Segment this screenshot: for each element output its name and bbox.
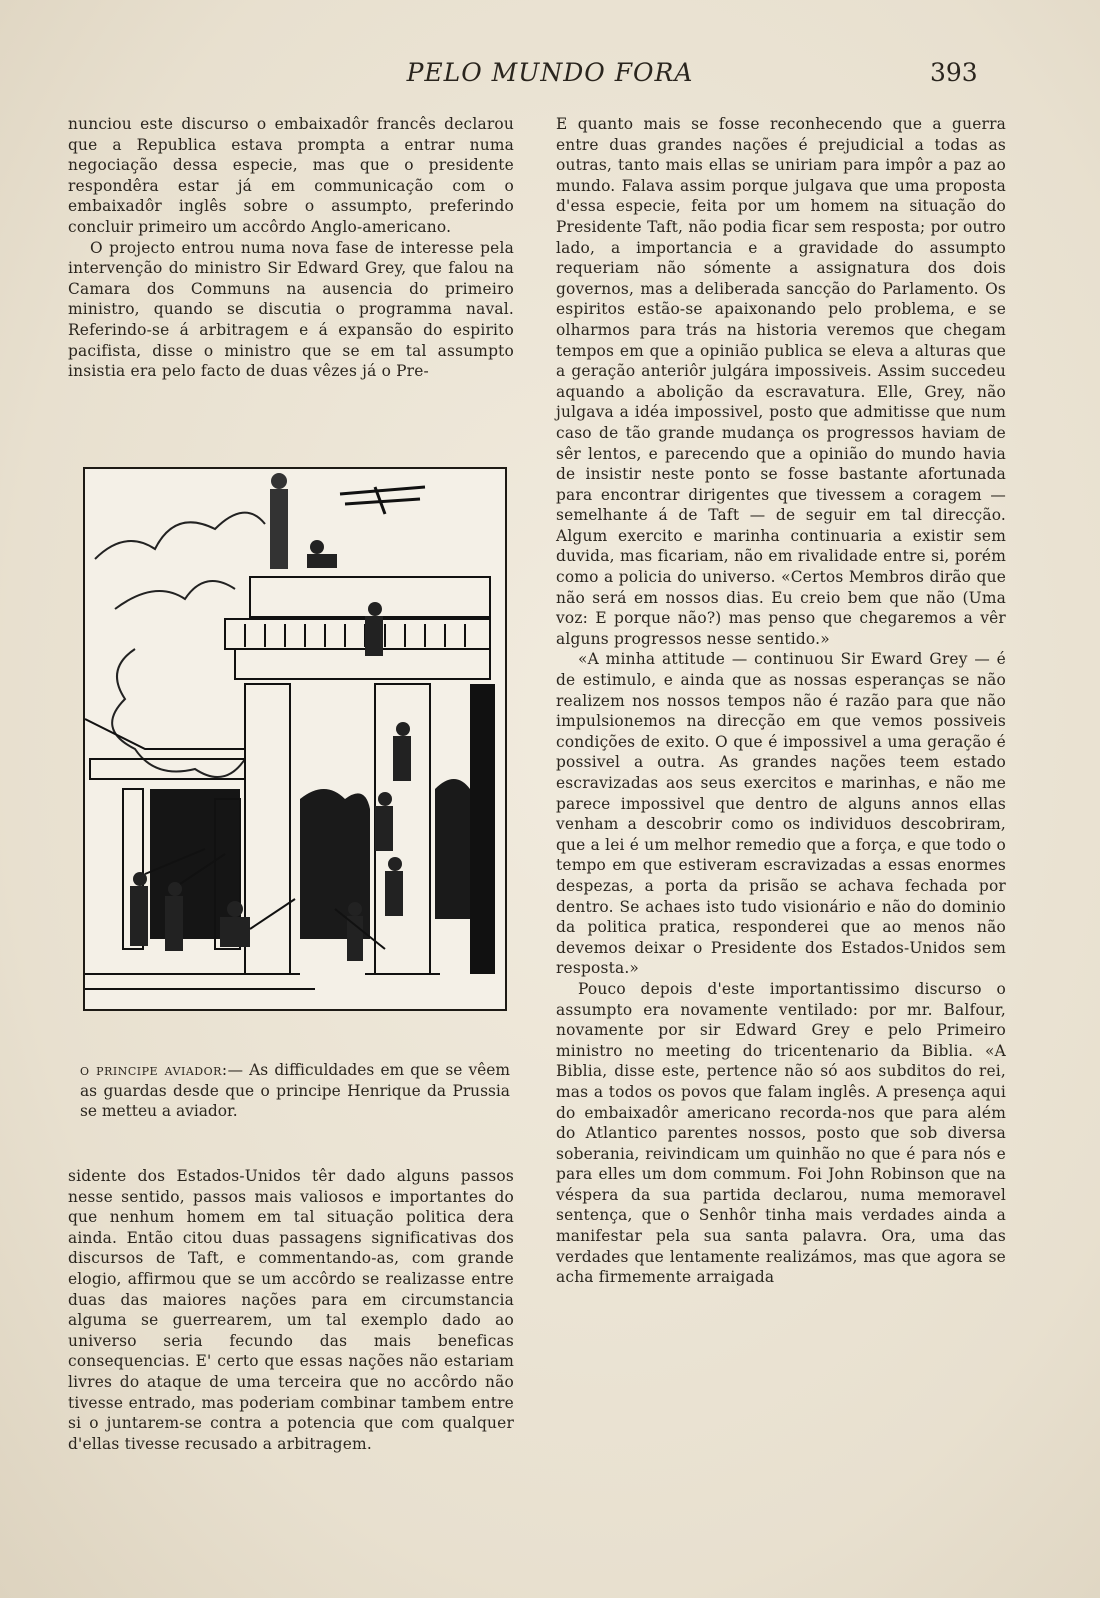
caption-text: — As difficuldades em que se vêem as guardas desde que o principe Henrique da Prussia se metteu a aviador.: [80, 1061, 510, 1121]
running-header-title: PELO MUNDO FORA: [406, 58, 694, 87]
paragraph: nunciou este discurso o embaixadôr francês declarou que a Republica estava prompta a entrar numa negociação dessa especie, mas que o presidente respondêra estar já em communicação com o embaixadôr inglês sobre o assumpto, preferindo concluir primeiro um accôrdo Anglo-americano.: [68, 115, 514, 236]
page-number: 393: [930, 58, 978, 87]
illustration-drawing: [85, 469, 505, 1009]
paragraph: O projecto entrou numa nova fase de interesse pela intervenção do ministro Sir Edward Grey, que falou na Camara dos Communs na ausencia do primeiro ministro, quando se discutia o programma naval. Referindo-se á arbitragem e á expansão do espirito pacifista, disse o ministro que se em tal assumpto insistia era pelo facto de duas vêzes já o Pre-: [68, 238, 514, 381]
paragraph: sidente dos Estados-Unidos têr dado alguns passos nesse sentido, passos mais valiosos e importantes do que nenhum homem em tal situação politica dera ainda. Então citou duas passagens significativas dos discursos de Taft, e commentando-as, com grande elogio, affirmou que se um accôrdo se realizasse entre duas das maiores nações para em circumstancia alguma se guerrearem, um tal exemplo dado ao universo seria fecundo das mais beneficas consequencias. E' certo que essas nações não estariam livres do ataque de uma terceira que no accôrdo não tivesse entrado, mas poderiam combinar tambem entre si o juntarem-se contra a potencia que com qualquer d'ellas tivesse recusado a arbitragem.: [68, 1167, 514, 1453]
right-column: [556, 114, 1006, 1288]
paragraph: «A minha attitude — continuou Sir Eward Grey — é de estimulo, e ainda que as nossas esperanças se não realizem nos nossos tempos não é razão para que não impulsionemos na direcção em que vemos possiveis condições de exito. O que é impossivel a uma geração é possivel a outra. As grandes nações teem estado escravizadas aos seus exercitos e marinhas, e não me parece impossivel que dentro de alguns annos ellas venham a descobrir como os individuos descobriram, que a lei é um melhor remedio que a força, e que todo o tempo em que estiveram escravizadas a essas enormes despezas, a porta da prisão se achava fechada por dentro. Se achaes isto tudo visionário e não do dominio da politica pratica, responderei que ao menos não devemos deixar o Presidente dos Estados-Unidos sem resposta.»: [556, 650, 1006, 978]
paragraph: E quanto mais se fosse reconhecendo que a guerra entre duas grandes nações é prejudicial a todas as outras, tanto mais ellas se uniriam para impôr a paz ao mundo. Falava assim porque julgava que uma proposta d'essa especie, feita por um homem na situação do Presidente Taft, não podia ficar sem resposta; por outro lado, a importancia e a gravidade do assumpto requeriam não sómente a assignatura dos dois governos, mas a deliberada sancção do Parlamento. Os espiritos estão-se apaixonando pelo problema, e se olharmos para trás na historia veremos que chegam tempos em que a opinião publica se eleva a alturas que a geração anteriôr julgára impossiveis. Assim succedeu aquando a abolição da escravatura. Elle, Grey, não julgava a idéa impossivel, posto que admitisse que num caso de tão grande mudança os progressos haviam de sêr lentos, e parecendo que a opinião do mundo havia de insistir neste ponto se fosse bastante afortunada para encontrar dirigentes que tivessem a coragem — semelhante á de Taft — de seguir em tal direcção. Algum exercito e marinha continuaria a existir sem duvida, mas ficariam, não em rivalidade entre si, porém como a policia do universo. «Certos Membros dirão que não será em nossos dias. Eu creio bem que não (Uma voz: E porque não?) mas penso que chegaremos a vêr alguns progressos nesse sentido.»: [556, 115, 1006, 648]
left-column-bottom: [68, 1166, 514, 1454]
left-column-top: [68, 114, 514, 382]
figure-caption: [80, 1060, 510, 1122]
illustration-prince-aviator: [83, 467, 507, 1011]
paragraph: Pouco depois d'este importantissimo discurso o assumpto era novamente ventilado: por mr. Balfour, novamente por sir Edward Grey e pelo Primeiro ministro no meeting do tricentenario da Biblia. «A Biblia, disse este, pertence não só aos subditos do rei, mas a todos os povos que falam inglês. A presença aqui do embaixadôr americano recorda-nos que para além do Atlantico parentes nossos, posto que sob diversa soberania, reivindicam um quinhão no que é para nós e para elles um dom commum. Foi John Robinson que na véspera da sua partida declarou, numa memoravel sentença, que o Senhôr tinha mais verdades ainda a manifestar pela sua santa palavra. Ora, uma das verdades que lentamente realizámos, mas que agora se acha firmemente arraigada: [556, 979, 1006, 1287]
caption-lead: o principe aviador:: [80, 1061, 228, 1079]
